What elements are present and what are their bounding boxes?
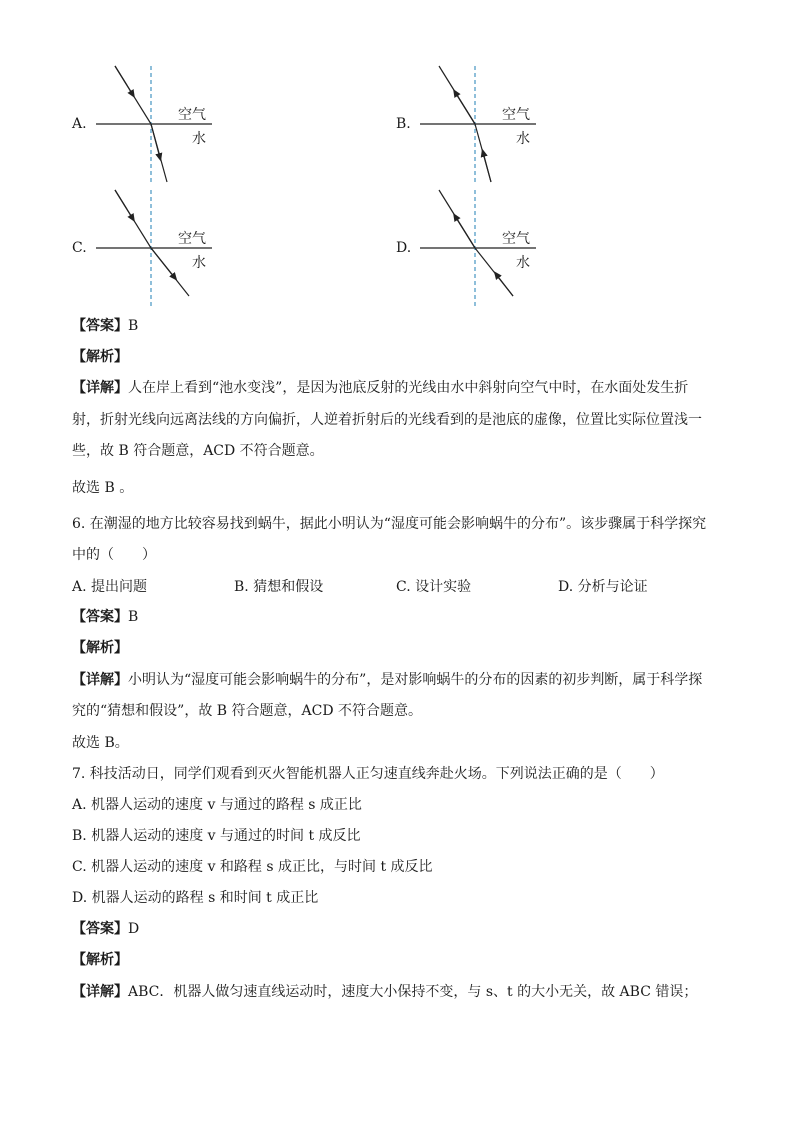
answer-value: B — [128, 318, 139, 334]
q7-stem: 7. 科技活动日，同学们观看到灭火智能机器人正匀速直线奔赴火场。下列说法正确的是（ ） — [72, 766, 664, 782]
answer-tag: 【答案】 — [72, 318, 128, 334]
q6-answer — [72, 607, 138, 627]
q7-analysis-heading: 【解析】 — [72, 952, 128, 968]
q5-answer — [72, 316, 138, 336]
water-label-b: 水 — [516, 131, 530, 147]
q5-detail-line-2: 射，折射光线向远离法线的方向偏折，人逆着折射后的光线看到的是池底的虚像，位置比实际位置浅一 — [72, 412, 702, 428]
answer-value: B — [128, 609, 139, 625]
water-label-a: 水 — [192, 131, 206, 147]
q5-detail-line-1 — [72, 378, 688, 398]
q6-analysis-heading: 【解析】 — [72, 640, 128, 656]
q5-detail-line-3: 些，故 B 符合题意，ACD 不符合题意。 — [72, 443, 324, 459]
air-label-d: 空气 — [502, 231, 530, 247]
refraction-diagram-b — [396, 60, 556, 190]
q7-option-a: A. 机器人运动的速度 v 与通过的路程 s 成正比 — [72, 797, 362, 813]
option-label-c: C. — [72, 240, 87, 256]
option-label-d: D. — [396, 240, 412, 256]
q6-option-b: B. 猜想和假设 — [234, 579, 324, 595]
detail-text: 人在岸上看到“池水变浅”，是因为池底反射的光线由水中斜射向空气中时，在水面处发生折 — [128, 380, 689, 396]
q7-option-b: B. 机器人运动的速度 v 与通过的时间 t 成反比 — [72, 828, 361, 844]
q7-option-d: D. 机器人运动的路程 s 和时间 t 成正比 — [72, 890, 319, 906]
diagram-a — [72, 60, 232, 190]
diagram-c — [72, 184, 232, 314]
detail-tag: 【详解】 — [72, 672, 128, 688]
q7-answer — [72, 919, 139, 939]
refraction-diagram-a — [72, 60, 232, 190]
q6-option-a: A. 提出问题 — [72, 579, 148, 595]
answer-value: D — [128, 921, 140, 937]
q7-option-c: C. 机器人运动的速度 v 和路程 s 成正比，与时间 t 成反比 — [72, 859, 433, 875]
detail-tag: 【详解】 — [72, 380, 128, 396]
refraction-diagram-c — [72, 184, 232, 314]
air-label-c: 空气 — [178, 231, 206, 247]
q6-detail-line-1 — [72, 670, 702, 690]
answer-tag: 【答案】 — [72, 921, 128, 937]
water-label-c: 水 — [192, 255, 206, 271]
q6-stem-line-1: 6. 在潮湿的地方比较容易找到蜗牛，据此小明认为“湿度可能会影响蜗牛的分布”。该步骤属于科学探究 — [72, 516, 707, 532]
option-label-a: A. — [72, 116, 87, 132]
q5-analysis-heading: 【解析】 — [72, 349, 128, 365]
diagram-b — [396, 60, 556, 190]
air-label-b: 空气 — [502, 107, 530, 123]
option-label-b: B. — [396, 116, 411, 132]
q6-option-c: C. 设计实验 — [396, 579, 472, 595]
answer-tag: 【答案】 — [72, 609, 128, 625]
diagram-d — [396, 184, 556, 314]
detail-tag: 【详解】 — [72, 984, 128, 1000]
refraction-diagram-d — [396, 184, 556, 314]
detail-text: ABC．机器人做匀速直线运动时，速度大小保持不变，与 s、t 的大小无关，故 ABC 错误； — [128, 984, 698, 1000]
q6-detail-line-2: 究的“猜想和假设”，故 B 符合题意，ACD 不符合题意。 — [72, 703, 422, 719]
q7-detail — [72, 982, 697, 1002]
q6-option-d: D. 分析与论证 — [558, 579, 648, 595]
detail-text: 小明认为“湿度可能会影响蜗牛的分布”，是对影响蜗牛的分布的因素的初步判断，属于科学探 — [128, 672, 703, 688]
q6-stem-line-2: 中的（ ） — [72, 547, 156, 563]
q6-conclusion: 故选 B。 — [72, 735, 129, 751]
air-label-a: 空气 — [178, 107, 206, 123]
water-label-d: 水 — [516, 255, 530, 271]
q5-conclusion: 故选 B 。 — [72, 480, 134, 496]
